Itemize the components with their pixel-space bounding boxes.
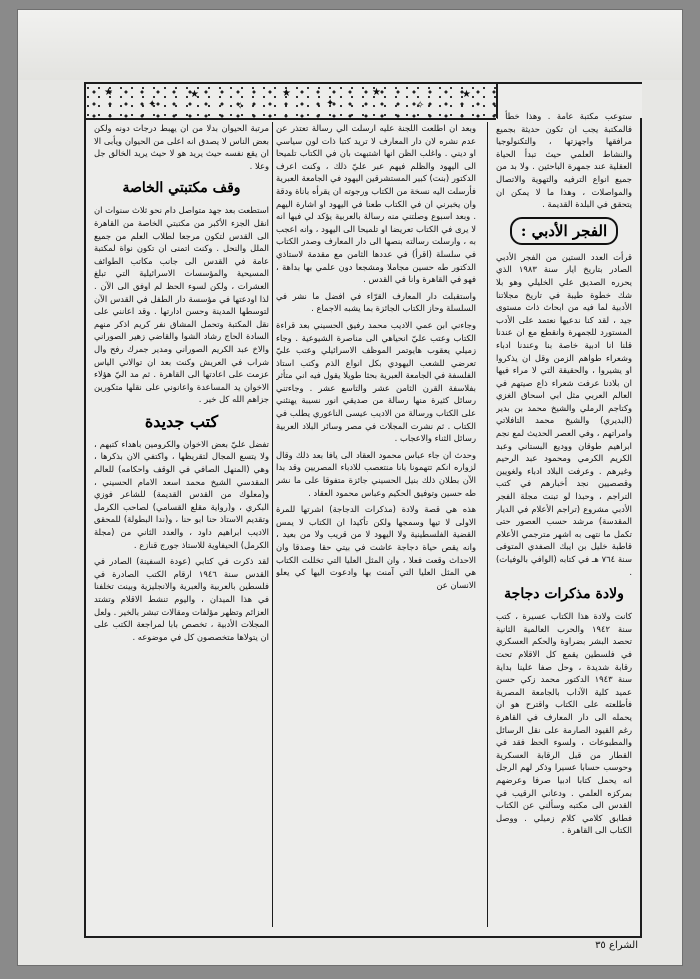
paragraph: وجاءني ابن عمي الاديب محمد رفيق الحسيني بعد قراءة الكتاب وعتب عليّ انحياهي الى مناصرة الشيوعية . وجاء زميلي يعقوب هايوتمر الموظف الاسرائيلي وعتب عليّ تعرضي للشعب اليهودي بكل انواع الذم وكتب استاذ الفلسفة في الجامعة العبرية بحثا طويلا يقول فيه اني متأثر بفلاسفة القرن الثامن عشر والتاسع عشر . وجاءتني رسائل كثيرة منها رسالة من صديقي انور نسيبة يهنئني على الكتاب ورسالة من الاديب عيسى الناعوري يطلب في الكتاب . ثم نشرت المجلات في مصر وسائر البلاد العربية رسائل الثناء والاعجاب . (276, 319, 476, 444)
starry-banner (86, 84, 496, 120)
page-footer (84, 940, 638, 958)
section-heading: وقف مكتبتي الخاصة (122, 180, 241, 197)
section-heading: كتب جديدة (144, 411, 219, 431)
paragraph: وبعد ان اطلعت اللجنة عليه ارسلت الي رسالة تعتذر عن عدم نشره لان دار المعارف لا تريد كتبا ذات لون سياسي او ديني . واغلب الظن انها اشتبهت بان في الكتاب تلميحا الى اليهود والظلم فيهم عبر عليّ ذلك ، وكنت اعرف الدكتور (بنت) كبير المستشرقين اليهود في الجامعة العبرية فأرسلت اليه نسخة من الكتاب ورجوته ان يقرأه باناة ودقة وان يخبرني ان في الكتاب طعنا في اليهود او اشارة اليهم . وبعد اسبوع وصلتني منه رسالة بالعربية يؤكد لي فيها انه لا يرى في الكتاب تعريضا او تلميحا الى اليهود ، وانه اعجب به ، وارسلت رسالته بنصها الى دار المعارف وصدر الكتاب في سلسلة (اقرأ) في عددها الثامن مع مقدمة لاستاذي الدكتور طه حسين مجاملا ومشجعا دون علمي بها بداهة ، فهو في القاهرة وانا في القدس . (276, 123, 476, 285)
column-right (496, 110, 632, 915)
star-icon: ★ (104, 87, 113, 98)
star-icon: ★ (462, 89, 471, 100)
star-icon: ★ (190, 89, 199, 100)
magazine-page (18, 10, 682, 965)
article-frame (84, 82, 642, 938)
paragraph: تفضل عليّ بعض الاخوان والكرومين باهداء كتبهم ، ولا يتسع المجال لتقريظها ، واكتفي الان بذكرها ، وهي (المنهل الصافي في الوقف واحكامه) للعالم المقدسي الشيخ محمد اسعد الامام الحسيني ، و(معلوك من القدس القديمة) للشاعر فوزي البكري ، و(رواية مقلع القسامي) لصاحب الكرمل وتقديم الاستاذ حنا ابو حنا ، و(ندا البطولة) للمحقق الاديب ابراهيم داود ، والعدد الثاني من (مجلة الكرمل) الحيفاوية للاستاذ جورج قنازع . (94, 438, 269, 550)
paragraph: مرتبة الحيوان بدلا من ان يهبط درجات دونه ولكن بعض الناس لا يصدق انه اعلى من الحيوان ويأبى الا ان يقع نفسه حيث يريد هو لا حيث يريد الخالق جل وعلا . (94, 123, 269, 171)
paragraph: استطعت بعد جهد متواصل دام نحو ثلاث سنوات ان انقل الجزء الأكبر من مكتبتي الخاصة من القاهرة الى القدس لتكون مرجعا لطلاب العلم من جميع الملل والنحل . وكنت اتمنى ان تكون نواة لمكتبة عامة في القدس الى جانب مكاتب الطوائف المسيحية والمؤسسات الاسرائيلية التي تبلغ العشرات ، ولكن لسوء الحظ لم اوفق الى الآن . لذا اودعتها في مؤسسة دار الطفل في القدس الآن لتوسطها المدينة وحسن ادارتها . وقد اعانني على نقل المكتبة وتحمل المشاق نفر كريم اذكر منهم السادة الحاج رشاد الشوا والقاضي زهير الصوراني والاخ عبد الكريم الصوراني ومدير جمرك رفح وال شراب في العريش وكنت بعد ان توالاني الياس عزمت على اعادتها الى القاهرة . ثم مد اليّ هؤلاء الاخوان يد المساعدة واعانوني على نقلها متكورين جزاهم الله كل خير . (94, 205, 269, 405)
star-icon: ✧ (236, 101, 245, 112)
column-middle (276, 122, 476, 927)
paragraph: هذه هي قصة ولادة (مذكرات الدجاجة) اشرتها للمرة الاولى لا تيها وسمجها ولكن تأكيدا ان الكتاب لا يمس القضية الفلسطينية ولا اليهود لا من قريب ولا من بعيد ، وانه يقص حياة دجاجة عاشت في بيتي حقا وصدقا وان الاحداث وقعت فعلا ، وان المثل العليا التي تخللت الكتاب هي المثل العليا التي آمنت بها وادعوت اليها كي يعلو الانسان عن (276, 504, 476, 590)
star-icon: ✧ (416, 100, 425, 111)
star-icon: ✦ (326, 98, 335, 109)
paragraph: وحدث ان جاء عباس محمود العقاد الى يافا بعد ذلك وقال لزواره انكم تتهمونا بانا منتعصب للادباء المصريين وقد بدا الآن بطلان ذلك بنيل الحسيني جائزة متفوقا على ما نشر طه حسين وتوفيق الحكيم وعباس محمود العقاد . (276, 449, 476, 498)
column-left (94, 122, 269, 927)
paragraph: قرأت العدد الستين من الفجر الأدبي الصادر بتاريخ ايار سنة ١٩٨٣ الذي يحرره الصديق علي الخليلي وهو بلا شك خطوة طيبة في تاريخ مجلاتنا الأدبية لما فيه من ابحاث ذات مستوى جيد ، لقد كنا ندعيها نعتمد على الأدب المستورد للجمهرة وانقطع مع ان عندنا قلنا انا ادبية خاصة بنا وعندنا ادباء وشعراء طواهم الزمن وقل ان يذكروا او يشيروا ، والحقيقة التي لا مراء فيها ان بلادنا عرفت شعراء ذاع صيتهم في العالم العربي مثل ابي اسحاق الغزي وكتاجم الرملي والشيخ محمد بن بدير (البديري) والشيخ محمد التافلاتي وامراتهم ، وفي العصر الحديث لمع نجم ابراهيم طوقان ووديع البستاني وعبد الكريم الكرمي ومحمود عبد الرحيم وغيرهم . وعرفت البلاد ادباء ولغويين وقصصيين نجد أخبارهم في كتب التراجم ، وحبذا لو تبنت مجلة الفجر الأدبي مشروع (تراجم الأعلام في الديار المقدسة) مرشد حسب العصور حتى تكمل ما نتهى به اشهر مترجمي الأعلام قاطبة خليل بن ايبك الصفدي المتوفى سنة ٧٦٤ هـ في كتابه (الوافي بالوفيات) . (496, 251, 632, 577)
star-icon: ★ (282, 88, 291, 99)
page-top-margin (18, 10, 682, 80)
star-icon: ✦ (148, 99, 157, 110)
paragraph: واستقبلت دار المعارف القرّاء في افضل ما نشر في السلسلة وحاز الكتاب الجائزة بما يشبه الاجماع . (276, 290, 476, 314)
paragraph: لقد ذكرت في كتابي (عودة السفينة) الصادر في القدس سنة ١٩٤٦ ارقام الكتب الصادرة في فلسطين بالعربية والعبرية والانجليزية وبينت تخلفنا في هذا الميدان ، واليوم تنشط الاقلام وتشتد العزائم وتظهر مؤلفات ومقالات تبشر بالخير . ولعل المجلات الأدبية ، تخصص بابا لمراجعة الكتب على ان يتولاها متخصصون كل في موضوعه . (94, 556, 269, 642)
paragraph: كانت ولادة هذا الكتاب عسيرة ، كتب سنة ١٩٤٢ والحرب العالمية الثانية تحصد البشر بضراوة والحكم العسكري في فلسطين يقمع كل الاقلام تحت رقابة شديدة ، وحل صفا علينا بداية سنة ١٩٤٣ الدكتور محمد زكي حسن عميد كلية الآداب بالجامعة المصرية فأطلعته على الكتاب واقترح هو ان يحمله الى دار المعارف في القاهرة رغم القيود الصارمة على نقل الرسائل والمطبوعات ، ولسوء الحظ فقد في القطار من قبل الرقابة العسكرية وحوسب حسابا عسيرا وذكر لهم الرجل انه يحمل كتابا ادبيا صرفا وعرضهم بمركزه العلمي . ودعاني الرقيب في القدس الى مكتبه وسألني عن الكتاب فطابق كلامي كلام زميلي . ووصل الكتاب الى القاهرة . (496, 611, 632, 836)
section-heading: ولادة مذكرات دجاجة (504, 586, 624, 603)
star-icon: ★ (372, 87, 381, 98)
page-number-label: الشراع ٣٥ (595, 940, 638, 951)
paragraph: ستوعب مكتبة عامة . وهذا خطأ . فالمكتبة يجب ان تكون حديثة بجميع مرافقها واجهزتها ، والتكنولوجيا والنشاط العلمي حيث تبدأ الحياة العقلية عند جمهرة الباحثين . ولا بد من جميع انواع الترفيه والتهوية والاتصال والمواصلات ، وهذا ما لا يمكن ان يتحقق في البلدة القديمة . (496, 111, 632, 210)
column-rule (487, 122, 488, 927)
section-heading: الفجر الأدبي : (510, 217, 618, 245)
column-rule (272, 122, 273, 927)
